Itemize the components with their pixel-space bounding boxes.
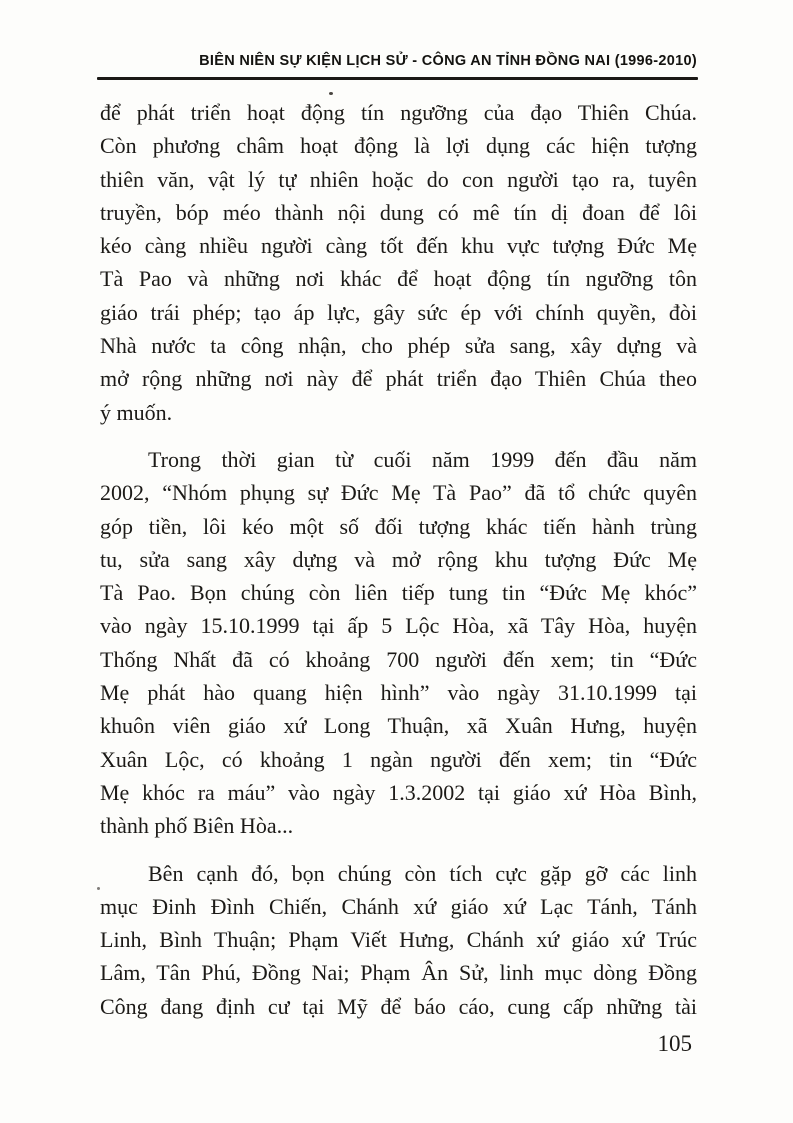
text-line: mở rộng những nơi này để phát triển đạo Thiên Chúa theo [100,366,697,392]
text-line: mục Đinh Đình Chiến, Chánh xứ giáo xứ Lạc Tánh, Tánh [100,893,697,919]
text-line: để phát triển hoạt động tín ngưỡng của đạo Thiên Chúa. [100,100,697,125]
running-header: BIÊN NIÊN SỰ KIỆN LỊCH SỬ - CÔNG AN TỈNH ĐỒNG NAI (1996-2010) [199,53,697,69]
paragraph [100,96,697,429]
text-line: Tà Pao. Bọn chúng còn liên tiếp tung tin “Đức Mẹ khóc” [100,580,697,606]
scan-speck [329,92,333,95]
text-line: Còn phương châm hoạt động là lợi dụng các hiện tượng [100,133,697,159]
text-line: Linh, Bình Thuận; Phạm Viết Hưng, Chánh xứ giáo xứ Trúc [100,927,697,953]
paragraph [100,443,697,843]
text-line: giáo trái phép; tạo áp lực, gây sức ép với chính quyền, đòi [100,299,697,325]
text-line: Mẹ phát hào quang hiện hình” vào ngày 31.10.1999 tại [100,680,697,706]
page-body [100,96,697,1023]
page-number: 105 [657,1031,692,1056]
text-line: truyền, bóp méo thành nội dung có mê tín dị đoan để lôi [100,199,697,225]
text-line: Thống Nhất đã có khoảng 700 người đến xem; tin “Đức [100,646,697,672]
header-rule [97,77,698,80]
text-line: kéo càng nhiều người càng tốt đến khu vực tượng Đức Mẹ [100,233,697,259]
text-line: 2002, “Nhóm phụng sự Đức Mẹ Tà Pao” đã tổ chức quyên [100,480,697,506]
text-line: Trong thời gian từ cuối năm 1999 đến đầu năm [148,446,697,472]
text-line: tu, sửa sang xây dựng và mở rộng khu tượng Đức Mẹ [100,546,697,572]
scan-speck [97,887,100,890]
text-line: Bên cạnh đó, bọn chúng còn tích cực gặp gỡ các linh [148,860,697,886]
text-line: Công đang định cư tại Mỹ để báo cáo, cung cấp những tài [100,993,697,1019]
text-line: thành phố Biên Hòa... [100,813,294,839]
text-line: Nhà nước ta công nhận, cho phép sửa sang, xây dựng và [100,333,697,359]
text-line: Xuân Lộc, có khoảng 1 ngàn người đến xem; tin “Đức [100,746,697,772]
paragraph [100,857,697,1023]
text-line: Tà Pao và những nơi khác để hoạt động tín ngưỡng tôn [100,266,697,292]
text-line: Lâm, Tân Phú, Đồng Nai; Phạm Ân Sử, linh mục dòng Đồng [100,960,697,986]
text-line: Mẹ khóc ra máu” vào ngày 1.3.2002 tại giáo xứ Hòa Bình, [100,779,697,805]
text-line: khuôn viên giáo xứ Long Thuận, xã Xuân Hưng, huyện [100,713,697,739]
text-line: vào ngày 15.10.1999 tại ấp 5 Lộc Hòa, xã Tây Hòa, huyện [100,613,697,639]
text-line: thiên văn, vật lý tự nhiên hoặc do con người tạo ra, tuyên [100,166,697,192]
text-line: góp tiền, lôi kéo một số đối tượng khác tiến hành trùng [100,513,697,539]
text-line: ý muốn. [100,399,173,425]
